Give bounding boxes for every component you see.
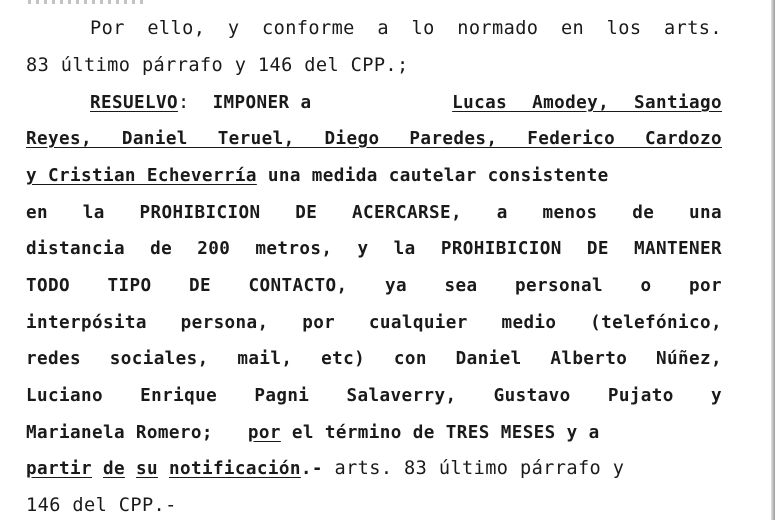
text-line: Por ello, y conforme a lo normado en los arts. — [90, 18, 722, 39]
text-line: Luciano Enrique Pagni Salaverry, Gustavo Pujato y — [26, 386, 722, 406]
paragraph-2-line-11 — [26, 457, 722, 481]
por-text: por — [247, 423, 281, 443]
su-text: su — [135, 459, 158, 479]
text-segment: Marianela Romero; — [26, 423, 213, 443]
text-line: TODO TIPO DE CONTACTO, ya sea personal o por — [26, 276, 722, 296]
measure-text: una medida cautelar consistente — [256, 166, 609, 186]
articles-reference: arts. 83 último párrafo y — [322, 458, 625, 479]
dash-text: .- — [300, 459, 323, 479]
resuelvo-heading: RESUELVO — [90, 93, 178, 113]
paragraph-2-line-1 — [90, 91, 722, 115]
page-edge-shadow — [771, 0, 775, 520]
paragraph-2-line-4 — [26, 201, 722, 225]
cropped-text-fragment — [28, 0, 148, 4]
text-line: redes sociales, mail, etc) con Daniel Alberto Núñez, — [26, 349, 722, 369]
term-text: el término de TRES MESES y a — [280, 423, 600, 443]
paragraph-2-line-9 — [26, 384, 722, 408]
paragraph-2-line-10 — [26, 421, 722, 445]
paragraph-2-line-8 — [26, 347, 722, 371]
defendant-names-3: y Cristian Echeverría — [26, 166, 257, 186]
imponer-text: IMPONER a — [212, 93, 312, 113]
paragraph-2-line-12 — [26, 494, 722, 518]
paragraph-1-line-1 — [90, 17, 722, 41]
text-line: en la PROHIBICION DE ACERCARSE, a menos de una — [26, 203, 722, 223]
paragraph-2-line-5 — [26, 237, 722, 261]
text-line: distancia de 200 metros, y la PROHIBICION DE MANTENER — [26, 239, 722, 259]
paragraph-2-line-7 — [26, 311, 722, 335]
paragraph-1-line-2 — [26, 54, 722, 78]
paragraph-2-line-6 — [26, 274, 722, 298]
text-line: 146 del CPP.- — [26, 495, 177, 516]
resuelvo-colon: : — [177, 92, 190, 113]
paragraph-2-line-2 — [26, 127, 722, 151]
text-line: interpósita persona, por cualquier medio (telefónico, — [26, 313, 722, 333]
partir-text: partir — [26, 459, 92, 479]
de-text: de — [102, 459, 125, 479]
defendant-names-1: Lucas Amodey, Santiago — [452, 93, 722, 113]
text-line: 83 último párrafo y 146 del CPP.; — [26, 55, 409, 76]
notificacion-text: notificación — [168, 459, 301, 479]
paragraph-2-line-3 — [26, 164, 722, 188]
defendant-names-2: Reyes, Daniel Teruel, Diego Paredes, Federico Cardozo — [26, 129, 722, 149]
